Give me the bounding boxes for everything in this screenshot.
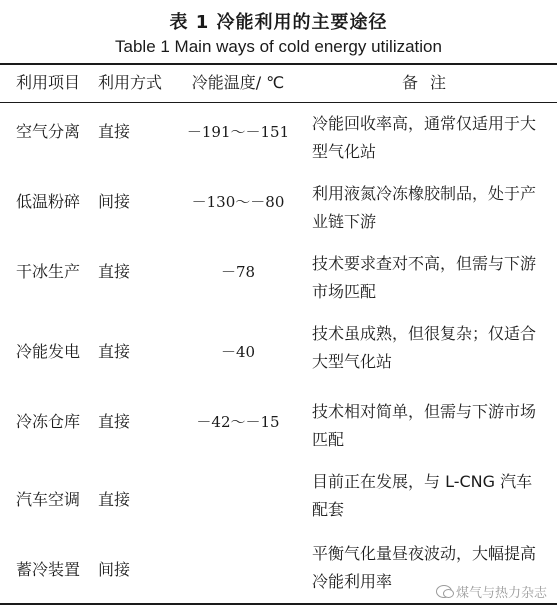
table-cell-method: 直接 [98, 122, 131, 141]
table-cell-method: 直接 [98, 262, 131, 281]
table-cell-temperature: －191～－151 [186, 123, 290, 141]
watermark-text: 煤气与热力杂志 [455, 586, 547, 601]
watermark [434, 582, 549, 601]
table-cell-item: 冷冻仓库 [16, 412, 81, 431]
table-cell-method: 间接 [98, 560, 131, 579]
table-bottom-rule [0, 603, 557, 605]
table-cell-method: 直接 [98, 412, 131, 431]
table-cell-note: 冷能回收率高，通常仅适用于大型气化站 [312, 114, 537, 161]
table-cell-method: 直接 [98, 342, 131, 361]
table-cell-temperature: －78 [220, 263, 256, 281]
chat-bubble-icon [436, 585, 452, 598]
table-cell-item: 汽车空调 [16, 490, 81, 509]
table-title-english: Table 1 Main ways of cold energy utilization [115, 37, 442, 56]
table-cell-temperature: －40 [220, 343, 256, 361]
table-cell-note: 技术虽成熟，但很复杂；仅适合大型气化站 [312, 324, 537, 371]
table-cell-note: 技术相对简单，但需与下游市场匹配 [312, 402, 537, 449]
table-cell-note: 平衡气化量昼夜波动，大幅提高冷能利用率 [312, 544, 537, 591]
header-method: 利用方式 [98, 73, 163, 92]
table-cell-note: 目前正在发展，与 L-CNG 汽车配套 [312, 472, 533, 519]
table-cell-method: 直接 [98, 490, 131, 509]
table-cell-temperature: －42～－15 [196, 413, 280, 431]
table-cell-item: 干冰生产 [16, 262, 81, 281]
table-cell-method: 间接 [98, 192, 131, 211]
header-note: 备注 [401, 73, 458, 92]
table-cell-item: 空气分离 [16, 122, 81, 141]
header-item: 利用项目 [16, 73, 81, 92]
table-cell-item: 冷能发电 [16, 342, 81, 361]
table-title-chinese: 表 1 冷能利用的主要途径 [169, 12, 388, 33]
table-header-rule [0, 102, 557, 103]
table-cell-item: 蓄冷装置 [16, 560, 81, 579]
header-temperature: 冷能温度/ ℃ [191, 73, 285, 92]
table-cell-note: 技术要求查对不高，但需与下游市场匹配 [312, 254, 537, 301]
table-cell-note: 利用液氮冷冻橡胶制品，处于产业链下游 [312, 184, 537, 231]
table-top-rule [0, 63, 557, 65]
table-cell-temperature: －130～－80 [191, 193, 285, 211]
table-cell-item: 低温粉碎 [16, 192, 81, 211]
